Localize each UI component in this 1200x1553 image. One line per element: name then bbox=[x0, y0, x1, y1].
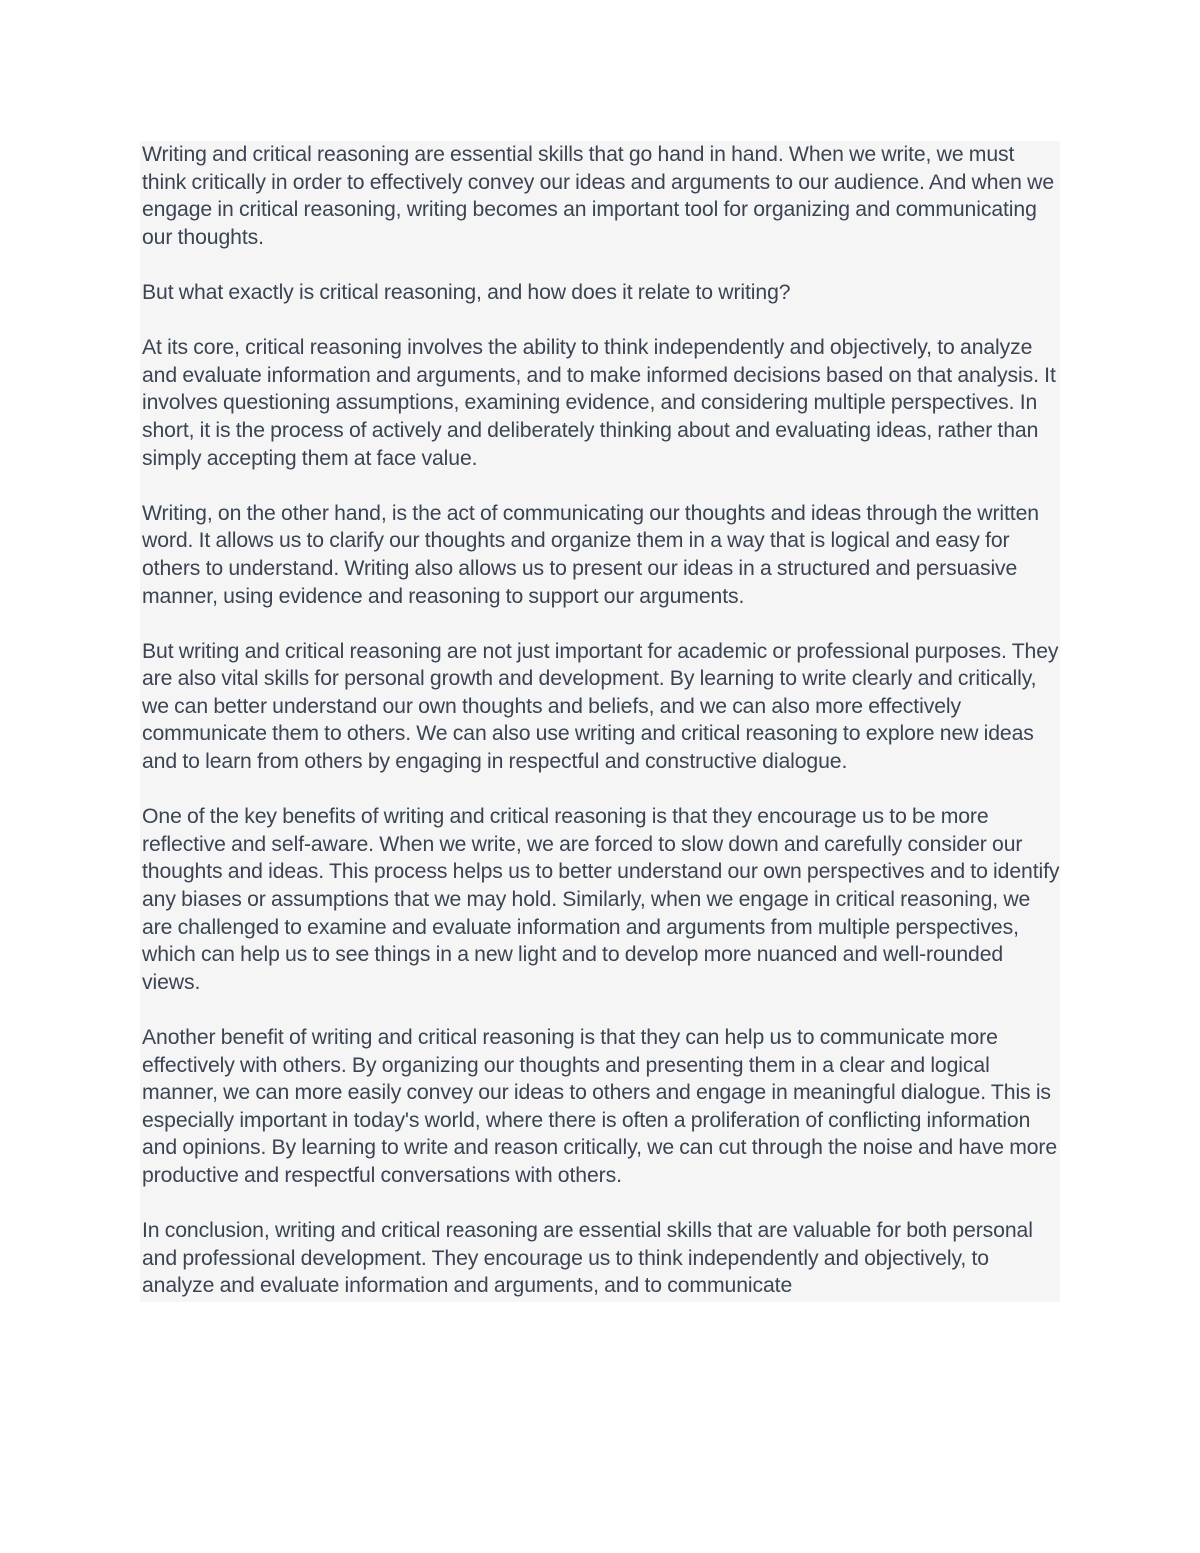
paragraph-question: But what exactly is critical reasoning, and how does it relate to writing? bbox=[142, 280, 791, 304]
paragraph-personal-growth: But writing and critical reasoning are not just important for academic or professional purposes. They are also vital skills for personal growth and development. By learning to write clearly and critically, we can better understand our own thoughts and beliefs, and we can also more effectively communicate them to others. We can also use writing and critical reasoning to explore new ideas and to learn from others by engaging in respectful and constructive dialogue. bbox=[142, 639, 1059, 774]
body-text bbox=[140, 141, 1060, 1302]
paragraph-communication-benefit: Another benefit of writing and critical reasoning is that they can help us to communicate more effectively with others. By organizing our thoughts and presenting them in a clear and logical manner, we can more easily convey our ideas to others and engage in meaningful dialogue. This is especially important in today's world, where there is often a proliferation of conflicting information and opinions. By learning to write and reason critically, we can cut through the noise and have more productive and respectful conversations with others. bbox=[142, 1026, 1058, 1187]
paragraph-intro: Writing and critical reasoning are essential skills that go hand in hand. When we write, we must think critically in order to effectively convey our ideas and arguments to our audience. And when we engage in critical reasoning, writing becomes an important tool for organizing and communicating our thoughts. bbox=[142, 143, 1055, 249]
paragraph-conclusion: In conclusion, writing and critical reasoning are essential skills that are valuable for both personal and professional development. They encourage us to think independently and objectively, to analyze and evaluate information and arguments, and to communicate bbox=[142, 1219, 1033, 1298]
paragraph-reflective-benefit: One of the key benefits of writing and critical reasoning is that they encourage us to be more reflective and self-aware. When we write, we are forced to slow down and carefully consider our thoughts and ideas. This process helps us to better understand our own perspectives and to identify any biases or assumptions that we may hold. Similarly, when we engage in critical reasoning, we are challenged to examine and evaluate information and arguments from multiple perspectives, which can help us to see things in a new light and to develop more nuanced and well-rounded views. bbox=[142, 805, 1060, 994]
paragraph-critical-reasoning-definition: At its core, critical reasoning involves the ability to think independently and objectively, to analyze and evaluate information and arguments, and to make informed decisions based on that analysis. It involves questioning assumptions, examining evidence, and considering multiple perspectives. In short, it is the process of actively and deliberately thinking about and evaluating ideas, rather than simply accepting them at face value. bbox=[142, 336, 1056, 470]
paragraph-writing-definition: Writing, on the other hand, is the act of communicating our thoughts and ideas through the written word. It allows us to clarify our thoughts and organize them in a way that is logical and easy for others to understand. Writing also allows us to present our ideas in a structured and persuasive manner, using evidence and reasoning to support our arguments. bbox=[142, 501, 1039, 608]
